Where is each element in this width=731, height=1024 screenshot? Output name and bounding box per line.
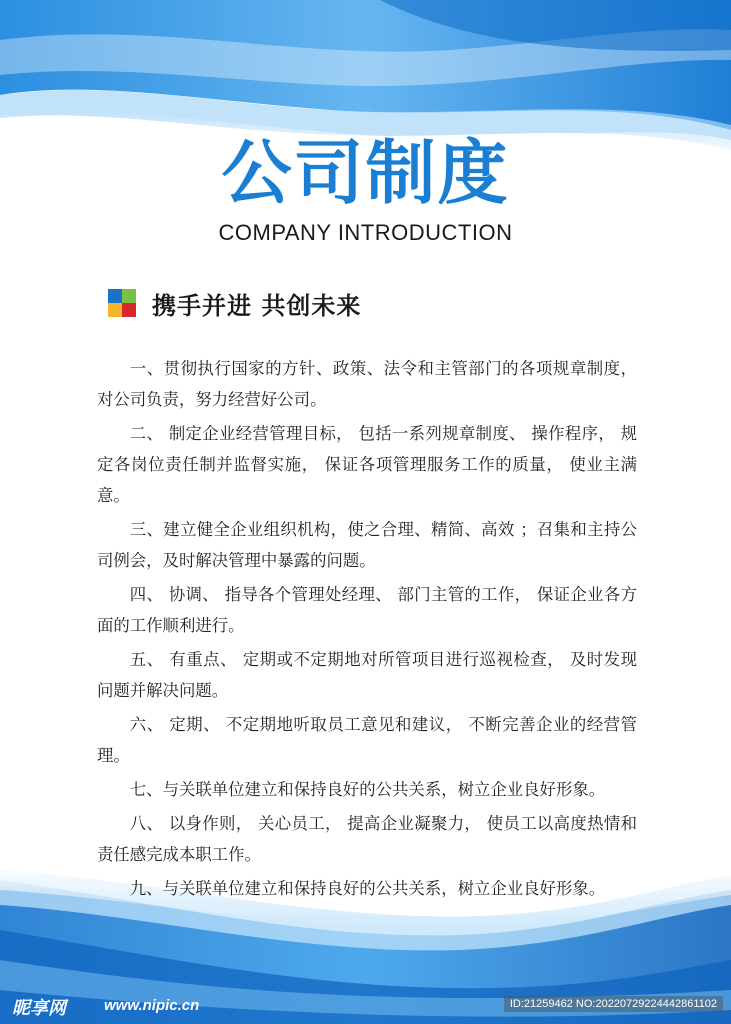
rule-paragraph-4: 四、 协调、 指导各个管理处经理、 部门主管的工作， 保证企业各方面的工作顺利进行。 [97,585,637,635]
section-header [108,287,361,319]
green-square [122,289,136,303]
yellow-square [108,303,122,317]
watermark-id: ID:21259462 NO:20220729224442861102 [504,996,723,1012]
watermark-url: www.nipic.cn [104,997,200,1014]
page-title: 公司制度 [221,132,510,214]
rule-paragraph-3: 三、建立健全企业组织机构，使之合理、精简、高效 ；召集和主持公司例会，及时解决管理中暴露的问题。 [97,520,637,570]
rule-paragraph-5: 五、 有重点、 定期或不定期地对所管项目进行巡视检查， 及时发现问题并解决问题。 [97,650,637,700]
rule-paragraph-2: 二、 制定企业经营管理目标， 包括一系列规章制度、 操作程序， 规定各岗位责任制并监督实施， 保证各项管理服务工作的质量， 使业主满意。 [97,424,637,505]
rule-paragraph-9: 九、与关联单位建立和保持良好的公共关系，树立企业良好形象。 [129,879,606,898]
rule-paragraph-8: 八、 以身作则， 关心员工， 提高企业凝聚力， 使员工以高度热情和责任感完成本职工作。 [97,814,637,864]
blue-square [108,289,122,303]
rule-paragraph-6: 六、 定期、 不定期地听取员工意见和建议， 不断完善企业的经营管理。 [97,715,637,765]
rules-content [97,353,637,907]
rule-paragraph-7: 七、与关联单位建立和保持良好的公共关系，树立企业良好形象。 [129,780,606,799]
red-square [122,303,136,317]
rule-paragraph-1: 一、贯彻执行国家的方针、政策、法令和主管部门的各项规章制度，对公司负责，努力经营好公司。 [97,359,637,409]
page-subtitle: COMPANY INTRODUCTION [218,220,513,245]
four-color-squares-icon [108,289,136,317]
watermark-logo: 昵享网 [12,998,66,1019]
section-title: 携手并进 共创未来 [152,291,362,320]
